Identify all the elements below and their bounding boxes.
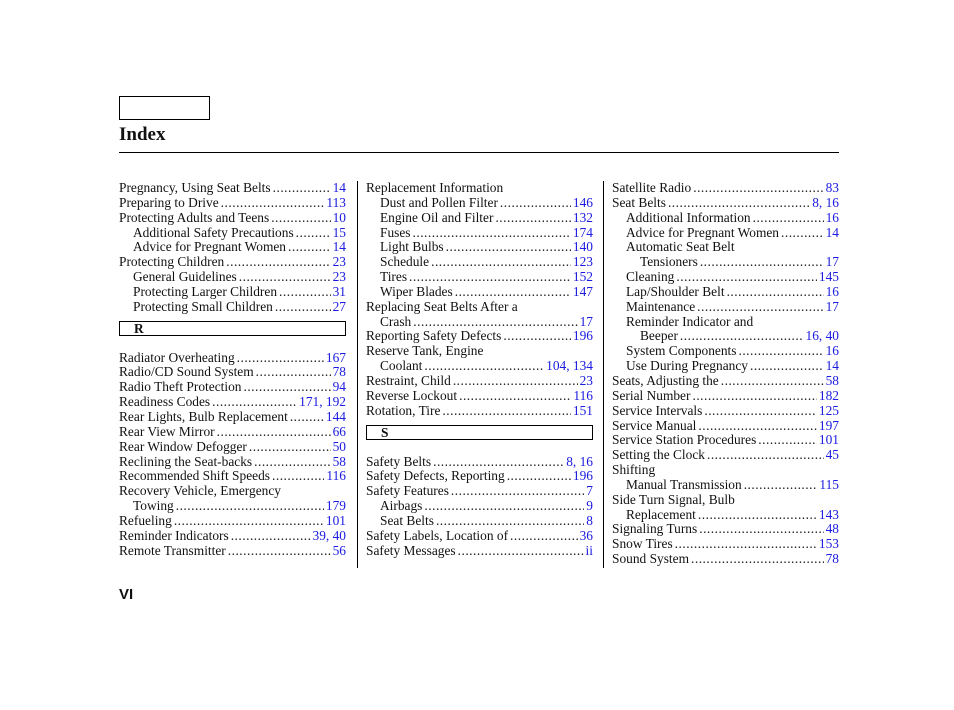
entry-label: Replacing Seat Belts After a (366, 298, 518, 314)
dot-leader (758, 433, 817, 448)
index-entry (119, 365, 346, 380)
dot-leader (413, 226, 571, 241)
page-reference-link[interactable]: 10 (332, 209, 346, 225)
index-entry (612, 522, 839, 537)
dot-leader (704, 404, 817, 419)
page-reference-link[interactable]: 16 (825, 343, 839, 359)
index-entry (119, 529, 346, 544)
dot-leader (753, 211, 824, 226)
index-entry (612, 211, 839, 226)
page-reference-link[interactable]: 116 (573, 387, 593, 403)
page-reference-link[interactable]: 39, 40 (312, 527, 346, 543)
entry-label: Reminder Indicators (119, 527, 229, 543)
page-reference-link[interactable]: 132 (572, 209, 593, 225)
entry-label: Recovery Vehicle, Emergency (119, 483, 281, 499)
entry-label: Pregnancy, Using Seat Belts (119, 180, 271, 195)
entry-label: Additional Information (626, 209, 751, 225)
page-reference-link[interactable]: 146 (572, 194, 593, 210)
entry-label: Cleaning (626, 269, 675, 285)
index-entry (612, 552, 839, 567)
page-reference-link[interactable]: 8 (586, 512, 593, 528)
page-reference-link[interactable]: 143 (818, 506, 839, 522)
page-reference-link[interactable]: 174 (572, 224, 593, 240)
entry-label: Setting the Clock (612, 447, 705, 463)
index-entry (119, 270, 346, 285)
page-reference-link[interactable]: 152 (572, 269, 593, 285)
dot-leader (237, 351, 324, 366)
entry-label: Tensioners (640, 254, 698, 270)
dot-leader (507, 469, 571, 484)
dot-leader (290, 410, 324, 425)
entry-label: Radio/CD Sound System (119, 364, 254, 380)
page-reference-link[interactable]: 27 (332, 298, 346, 314)
entry-label: Safety Defects, Reporting (366, 468, 505, 484)
entry-label: Safety Labels, Location of (366, 527, 509, 543)
page-reference-link[interactable]: 113 (326, 194, 346, 210)
entry-label: General Guidelines (133, 269, 237, 285)
page-reference-link[interactable]: 15 (332, 224, 346, 240)
page-reference-link[interactable]: 58 (332, 453, 346, 469)
index-entry (612, 374, 839, 389)
page-reference-link[interactable]: 115 (819, 476, 839, 492)
dot-leader (217, 425, 331, 440)
entry-label: Protecting Children (119, 254, 225, 270)
index-entry (119, 255, 346, 270)
index-entry (612, 196, 839, 211)
index-entry (119, 395, 346, 410)
index-entry (366, 344, 593, 359)
index-entry (119, 544, 346, 559)
index-entry (366, 374, 593, 389)
entry-label: Manual Transmission (626, 476, 742, 492)
entry-label: Reminder Indicator and (626, 313, 754, 329)
dot-leader (413, 315, 577, 330)
page-reference-link[interactable]: 145 (818, 269, 839, 285)
dot-leader (174, 514, 324, 529)
page-reference-link[interactable]: 48 (825, 521, 839, 537)
entry-label: Refueling (119, 512, 172, 528)
index-entry (366, 240, 593, 255)
index-entry (366, 300, 593, 315)
entry-label: Side Turn Signal, Bulb (612, 491, 735, 507)
dot-leader (212, 395, 297, 410)
index-entry (366, 285, 593, 300)
dot-leader (727, 285, 824, 300)
index-entry (366, 484, 593, 499)
entry-label: Rear Window Defogger (119, 438, 247, 454)
entry-label: Beeper (640, 328, 678, 344)
dot-leader (176, 499, 324, 514)
index-column-3 (612, 181, 839, 567)
page-reference-link[interactable]: 78 (825, 551, 839, 567)
index-entry (119, 181, 346, 196)
index-entry (366, 499, 593, 514)
page-reference-link[interactable]: 151 (572, 402, 593, 418)
entry-label: Seat Belts (612, 194, 666, 210)
index-column-1 (119, 181, 346, 558)
page-reference-link[interactable]: 23 (332, 254, 346, 270)
index-entry (119, 410, 346, 425)
index-entry (612, 433, 839, 448)
index-entry (119, 351, 346, 366)
index-entry (612, 240, 839, 255)
index-entry (366, 469, 593, 484)
entry-label: Lap/Shoulder Belt (626, 283, 725, 299)
entry-label: Fuses (380, 224, 411, 240)
page-reference-link[interactable]: 8, 16 (812, 194, 839, 210)
index-entry (366, 196, 593, 211)
entry-label: Signaling Turns (612, 521, 698, 537)
index-entry (612, 359, 839, 374)
page-reference-link[interactable]: 116 (326, 468, 346, 484)
entry-label: Replacement (626, 506, 696, 522)
index-entry (366, 514, 593, 529)
section-header: R (119, 321, 346, 336)
page-reference-link[interactable]: 16 (825, 209, 839, 225)
page-reference-link[interactable]: 31 (332, 283, 346, 299)
entry-label: Coolant (380, 358, 423, 374)
page-reference-link[interactable]: 66 (332, 423, 346, 439)
entry-label: Radiator Overheating (119, 349, 235, 365)
dot-leader (243, 380, 330, 395)
dot-leader (424, 359, 544, 374)
dot-leader (249, 440, 331, 455)
index-entry (612, 285, 839, 300)
index-entry (119, 484, 346, 499)
dot-leader (698, 508, 817, 523)
entry-label: Reverse Lockout (366, 387, 458, 403)
index-entry (366, 211, 593, 226)
index-entry (612, 315, 839, 330)
page-title: Index (119, 124, 166, 145)
index-entry (366, 181, 593, 196)
entry-label: Sound System (612, 551, 690, 567)
page-reference-link[interactable]: 8, 16 (566, 453, 593, 469)
index-entry (612, 329, 839, 344)
entry-label: Radio Theft Protection (119, 379, 242, 395)
index-entry (612, 463, 839, 478)
index-entry (119, 226, 346, 241)
entry-label: Restraint, Child (366, 372, 451, 388)
dot-leader (495, 211, 570, 226)
page-reference-link[interactable]: 167 (325, 349, 346, 365)
index-entry (612, 537, 839, 552)
entry-label: Preparing to Drive (119, 194, 219, 210)
page-reference-link[interactable]: 9 (586, 498, 593, 514)
page-reference-link[interactable]: 179 (325, 498, 346, 514)
page-reference-link[interactable]: ii (585, 542, 593, 558)
dot-leader (691, 552, 824, 567)
index-entry (119, 240, 346, 255)
index-entry (612, 226, 839, 241)
index-entry (119, 455, 346, 470)
index-entry (366, 315, 593, 330)
dot-leader (707, 448, 824, 463)
dot-leader (271, 211, 330, 226)
dot-leader (700, 255, 824, 270)
entry-label: System Components (626, 343, 737, 359)
dot-leader (692, 389, 816, 404)
index-entry (366, 544, 593, 559)
index-entry (612, 508, 839, 523)
dot-leader (738, 344, 823, 359)
dot-leader (446, 240, 571, 255)
index-entry (366, 529, 593, 544)
entry-label: Advice for Pregnant Women (133, 239, 286, 255)
index-entry (119, 285, 346, 300)
dot-leader (273, 181, 331, 196)
entry-label: Service Manual (612, 417, 697, 433)
dot-leader (500, 196, 571, 211)
entry-label: Schedule (380, 254, 430, 270)
dot-leader (256, 365, 331, 380)
dot-leader (272, 469, 324, 484)
dot-leader (231, 529, 311, 544)
page-reference-link[interactable]: 14 (825, 358, 839, 374)
index-entry (366, 255, 593, 270)
index-entry (366, 329, 593, 344)
dot-leader (288, 240, 331, 255)
dot-leader (455, 285, 571, 300)
page-reference-link[interactable]: 101 (325, 512, 346, 528)
index-entry (119, 380, 346, 395)
dot-leader (781, 226, 824, 241)
page-reference-link[interactable]: 7 (586, 483, 593, 499)
dot-leader (453, 374, 578, 389)
dot-leader (693, 181, 823, 196)
page-reference-link[interactable]: 197 (818, 417, 839, 433)
entry-label: Replacement Information (366, 180, 504, 195)
page-reference-link[interactable]: 101 (818, 432, 839, 448)
entry-label: Dust and Pollen Filter (380, 194, 498, 210)
page-reference-link[interactable]: 36 (579, 527, 593, 543)
entry-label: Readiness Codes (119, 394, 211, 410)
entry-label: Reclining the Seat-backs (119, 453, 253, 469)
page-reference-link[interactable]: 16, 40 (805, 328, 839, 344)
dot-leader (296, 226, 331, 241)
entry-label: Service Intervals (612, 402, 703, 418)
index-entry (366, 226, 593, 241)
index-entry (366, 404, 593, 419)
entry-label: Automatic Seat Belt (626, 239, 735, 255)
dot-leader (675, 537, 817, 552)
page-reference-link[interactable]: 50 (332, 438, 346, 454)
index-entry (612, 270, 839, 285)
page-reference-link[interactable]: 23 (332, 269, 346, 285)
entry-label: Additional Safety Precautions (133, 224, 294, 240)
entry-label: Wiper Blades (380, 283, 453, 299)
title-divider (119, 152, 839, 153)
entry-label: Light Bulbs (380, 239, 444, 255)
column-divider (357, 181, 358, 568)
page-number: VI (119, 586, 134, 603)
dot-leader (676, 270, 817, 285)
entry-label: Rotation, Tire (366, 402, 441, 418)
index-entry (612, 404, 839, 419)
dot-leader (221, 196, 325, 211)
entry-label: Towing (133, 498, 174, 514)
page-reference-link[interactable]: 14 (332, 180, 346, 195)
page-reference-link[interactable]: 94 (332, 379, 346, 395)
dot-leader (721, 374, 824, 389)
dot-leader (698, 419, 817, 434)
index-entry (612, 493, 839, 508)
index-entry (612, 255, 839, 270)
entry-label: Serial Number (612, 387, 691, 403)
entry-label: Advice for Pregnant Women (626, 224, 779, 240)
page-reference-link[interactable]: 83 (825, 180, 839, 195)
index-entry (366, 389, 593, 404)
page-reference-link[interactable]: 123 (572, 254, 593, 270)
entry-label: Safety Belts (366, 453, 432, 469)
dot-leader (279, 285, 331, 300)
entry-label: Tires (380, 269, 408, 285)
entry-label: Remote Transmitter (119, 542, 226, 558)
dot-leader (750, 359, 824, 374)
page-reference-link[interactable]: 196 (572, 468, 593, 484)
page-reference-link[interactable]: 14 (332, 239, 346, 255)
entry-label: Safety Messages (366, 542, 456, 558)
column-divider (603, 181, 604, 568)
dot-leader (699, 522, 823, 537)
entry-label: Engine Oil and Filter (380, 209, 494, 225)
entry-label: Maintenance (626, 298, 696, 314)
entry-label: Recommended Shift Speeds (119, 468, 270, 484)
dot-leader (228, 544, 331, 559)
index-entry (119, 469, 346, 484)
entry-label: Reserve Tank, Engine (366, 343, 484, 359)
index-column-2 (366, 181, 593, 558)
dot-leader (226, 255, 330, 270)
dot-leader (697, 300, 823, 315)
dot-leader (275, 300, 331, 315)
index-entry (119, 440, 346, 455)
index-entry (366, 359, 593, 374)
index-entry (612, 300, 839, 315)
dot-leader (436, 514, 584, 529)
dot-leader (431, 255, 571, 270)
index-entry (366, 455, 593, 470)
index-entry (119, 425, 346, 440)
dot-leader (503, 329, 571, 344)
page-reference-link[interactable]: 17 (825, 254, 839, 270)
entry-label: Snow Tires (612, 536, 673, 552)
index-entry (119, 499, 346, 514)
dot-leader (744, 478, 818, 493)
page-reference-link[interactable]: 16 (825, 283, 839, 299)
page-reference-link[interactable]: 23 (579, 372, 593, 388)
page-reference-link[interactable]: 104, 134 (546, 358, 593, 374)
page-reference-link[interactable]: 182 (818, 387, 839, 403)
page-reference-link[interactable]: 153 (818, 536, 839, 552)
entry-label: Airbags (380, 498, 423, 514)
dot-leader (668, 196, 810, 211)
index-entry (612, 344, 839, 359)
entry-label: Protecting Adults and Teens (119, 209, 270, 225)
page-reference-link[interactable]: 125 (818, 402, 839, 418)
index-entry (612, 419, 839, 434)
page-reference-link[interactable]: 171, 192 (299, 394, 346, 410)
entry-label: Safety Features (366, 483, 449, 499)
dot-leader (424, 499, 584, 514)
entry-label: Rear Lights, Bulb Replacement (119, 408, 288, 424)
entry-label: Reporting Safety Defects (366, 328, 502, 344)
entry-label: Seats, Adjusting the (612, 372, 719, 388)
entry-label: Seat Belts (380, 512, 434, 528)
section-header: S (366, 425, 593, 440)
page-reference-link[interactable]: 17 (579, 313, 593, 329)
dot-leader (442, 404, 570, 419)
index-entry (612, 448, 839, 463)
page-reference-link[interactable]: 147 (572, 283, 593, 299)
index-entry (612, 478, 839, 493)
index-entry (119, 514, 346, 529)
entry-label: Shifting (612, 462, 656, 478)
page-reference-link[interactable]: 56 (332, 542, 346, 558)
page-reference-link[interactable]: 45 (825, 447, 839, 463)
entry-label: Use During Pregnancy (626, 358, 748, 374)
dot-leader (254, 455, 330, 470)
dot-leader (409, 270, 571, 285)
dot-leader (458, 544, 584, 559)
index-entry (612, 181, 839, 196)
entry-label: Service Station Procedures (612, 432, 757, 448)
entry-label: Crash (380, 313, 412, 329)
index-entry (612, 389, 839, 404)
index-entry (119, 196, 346, 211)
dot-leader (451, 484, 584, 499)
page-reference-link[interactable]: 14 (825, 224, 839, 240)
index-entry (119, 211, 346, 226)
entry-label: Satellite Radio (612, 180, 692, 195)
page-reference-link[interactable]: 78 (332, 364, 346, 380)
entry-label: Protecting Larger Children (133, 283, 278, 299)
dot-leader (433, 455, 564, 470)
dot-leader (239, 270, 331, 285)
index-entry (119, 300, 346, 315)
page-reference-link[interactable]: 17 (825, 298, 839, 314)
dot-leader (459, 389, 571, 404)
index-tab-box (119, 96, 210, 120)
dot-leader (680, 329, 804, 344)
page-reference-link[interactable]: 144 (325, 408, 346, 424)
entry-label: Rear View Mirror (119, 423, 215, 439)
page-reference-link[interactable]: 58 (825, 372, 839, 388)
index-entry (366, 270, 593, 285)
page-reference-link[interactable]: 196 (572, 328, 593, 344)
entry-label: Protecting Small Children (133, 298, 273, 314)
page-reference-link[interactable]: 140 (572, 239, 593, 255)
dot-leader (510, 529, 578, 544)
